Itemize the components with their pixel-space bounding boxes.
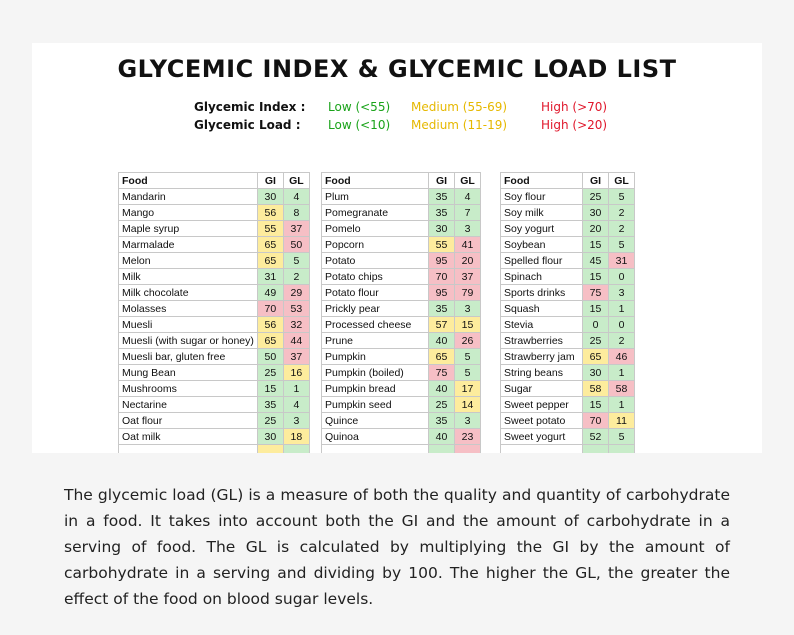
gi-cell: 55 [257, 221, 283, 237]
food-cell: Prickly pear [322, 301, 429, 317]
gl-cell [283, 445, 309, 454]
gi-cell: 35 [429, 205, 455, 221]
food-cell: Sweet pepper [501, 397, 583, 413]
table-row [119, 429, 310, 445]
legend-gi-low: Low (<55) [328, 100, 391, 114]
header-gi: GI [429, 173, 455, 189]
table-row [322, 189, 481, 205]
gi-cell: 35 [257, 397, 283, 413]
table-row [501, 413, 635, 429]
table-row [322, 253, 481, 269]
table-row [119, 413, 310, 429]
food-cell: Spelled flour [501, 253, 583, 269]
gl-cell: 15 [455, 317, 481, 333]
gi-cell: 30 [257, 189, 283, 205]
gl-cell: 26 [455, 333, 481, 349]
food-cell: Soybean [501, 237, 583, 253]
gi-cell: 75 [429, 365, 455, 381]
gi-cell: 40 [429, 429, 455, 445]
food-cell: Potato flour [322, 285, 429, 301]
table-row [119, 397, 310, 413]
food-cell: Melon [119, 253, 258, 269]
food-cell: Pumpkin seed [322, 397, 429, 413]
gl-cell: 1 [283, 381, 309, 397]
food-cell: Muesli (with sugar or honey) [119, 333, 258, 349]
table-row [119, 333, 310, 349]
table-row [119, 253, 310, 269]
gi-cell: 75 [583, 285, 609, 301]
table-row [119, 237, 310, 253]
gi-cell: 50 [257, 349, 283, 365]
gi-cell: 25 [257, 413, 283, 429]
gl-cell: 50 [283, 237, 309, 253]
legend-gl-high: High (>20) [541, 118, 608, 132]
gl-cell: 23 [455, 429, 481, 445]
gi-cell: 30 [429, 221, 455, 237]
gi-cell: 25 [257, 365, 283, 381]
gi-cell: 95 [429, 285, 455, 301]
gl-cell: 4 [455, 189, 481, 205]
gi-gl-chart-card [32, 43, 762, 453]
gl-cell: 1 [609, 397, 635, 413]
food-cell: Pomegranate [322, 205, 429, 221]
gi-cell: 65 [257, 237, 283, 253]
table-row [501, 317, 635, 333]
table-row [501, 189, 635, 205]
food-table-3 [500, 172, 635, 453]
food-cell [119, 445, 258, 454]
gi-cell [429, 445, 455, 454]
table-row [501, 445, 635, 454]
legend-gi-high: High (>70) [541, 100, 608, 114]
food-cell: Popcorn [322, 237, 429, 253]
gi-cell: 40 [429, 333, 455, 349]
gl-cell: 3 [455, 413, 481, 429]
gl-cell [609, 445, 635, 454]
gi-cell: 56 [257, 205, 283, 221]
table-row [322, 429, 481, 445]
gi-cell: 57 [429, 317, 455, 333]
gi-cell: 35 [429, 189, 455, 205]
header-gl: GL [609, 173, 635, 189]
gi-cell: 65 [429, 349, 455, 365]
food-cell: Molasses [119, 301, 258, 317]
food-cell: Pumpkin [322, 349, 429, 365]
gi-cell [257, 445, 283, 454]
gl-cell: 5 [455, 365, 481, 381]
food-cell: Prune [322, 333, 429, 349]
table-row [501, 221, 635, 237]
gi-cell: 35 [429, 301, 455, 317]
gl-cell: 2 [609, 333, 635, 349]
gi-cell: 70 [583, 413, 609, 429]
gi-cell: 30 [583, 205, 609, 221]
gl-cell: 0 [609, 317, 635, 333]
gl-cell: 1 [609, 365, 635, 381]
gi-cell: 52 [583, 429, 609, 445]
food-cell: Squash [501, 301, 583, 317]
table-header-row [501, 173, 635, 189]
table-row [119, 221, 310, 237]
gl-cell: 18 [283, 429, 309, 445]
legend-gl-label: Glycemic Load : [194, 118, 301, 132]
gl-cell: 79 [455, 285, 481, 301]
gl-cell: 5 [609, 429, 635, 445]
gi-cell: 35 [429, 413, 455, 429]
legend-gi-medium: Medium (55-69) [411, 100, 508, 114]
gi-cell: 0 [583, 317, 609, 333]
food-cell: Oat milk [119, 429, 258, 445]
food-cell [501, 445, 583, 454]
food-cell: Potato [322, 253, 429, 269]
gi-cell: 15 [583, 269, 609, 285]
gl-cell: 41 [455, 237, 481, 253]
table-row [501, 333, 635, 349]
food-cell: Strawberries [501, 333, 583, 349]
gi-cell: 70 [429, 269, 455, 285]
table-row [322, 413, 481, 429]
food-cell: Processed cheese [322, 317, 429, 333]
legend-gl-low: Low (<10) [328, 118, 391, 132]
gi-cell: 58 [583, 381, 609, 397]
table-row [501, 301, 635, 317]
table-row [322, 381, 481, 397]
food-cell: Muesli [119, 317, 258, 333]
food-cell: Soy yogurt [501, 221, 583, 237]
food-cell [322, 445, 429, 454]
gl-cell: 8 [283, 205, 309, 221]
gl-cell: 32 [283, 317, 309, 333]
gi-cell: 25 [583, 333, 609, 349]
table-row [501, 365, 635, 381]
food-cell: Strawberry jam [501, 349, 583, 365]
gl-cell: 20 [455, 253, 481, 269]
gl-cell: 31 [609, 253, 635, 269]
gi-cell: 31 [257, 269, 283, 285]
gi-cell: 30 [583, 365, 609, 381]
food-cell: Pumpkin bread [322, 381, 429, 397]
gi-cell: 70 [257, 301, 283, 317]
gl-cell: 14 [455, 397, 481, 413]
food-cell: Oat flour [119, 413, 258, 429]
header-gi: GI [583, 173, 609, 189]
food-cell: Pomelo [322, 221, 429, 237]
table-row [119, 189, 310, 205]
gl-cell: 4 [283, 397, 309, 413]
gl-cell: 2 [283, 269, 309, 285]
gi-cell: 15 [583, 397, 609, 413]
table-row [501, 269, 635, 285]
gl-cell: 5 [283, 253, 309, 269]
food-cell: Mandarin [119, 189, 258, 205]
table-row [119, 445, 310, 454]
gl-cell: 37 [283, 349, 309, 365]
food-cell: Quinoa [322, 429, 429, 445]
table-row [322, 221, 481, 237]
header-food: Food [119, 173, 258, 189]
food-cell: Maple syrup [119, 221, 258, 237]
header-gl: GL [283, 173, 309, 189]
page-title: GLYCEMIC INDEX & GLYCEMIC LOAD LIST [117, 55, 677, 83]
gl-cell: 7 [455, 205, 481, 221]
gi-cell: 15 [257, 381, 283, 397]
table-row [322, 333, 481, 349]
table-row [119, 269, 310, 285]
gi-cell: 20 [583, 221, 609, 237]
legend-gi-row [32, 99, 762, 115]
food-table-2 [321, 172, 481, 453]
gi-cell [583, 445, 609, 454]
gi-cell: 15 [583, 237, 609, 253]
gi-cell: 25 [429, 397, 455, 413]
table-row [322, 269, 481, 285]
table-row [501, 253, 635, 269]
table-row [119, 301, 310, 317]
header-gi: GI [257, 173, 283, 189]
food-cell: Spinach [501, 269, 583, 285]
food-cell: Soy milk [501, 205, 583, 221]
table-row [322, 285, 481, 301]
table-row [322, 445, 481, 454]
food-cell: Nectarine [119, 397, 258, 413]
table-header-row [119, 173, 310, 189]
gl-cell: 16 [283, 365, 309, 381]
food-cell: Milk [119, 269, 258, 285]
food-table-1 [118, 172, 310, 453]
food-cell: Mango [119, 205, 258, 221]
food-cell: Mung Bean [119, 365, 258, 381]
gl-cell: 46 [609, 349, 635, 365]
table-row [322, 349, 481, 365]
table-row [119, 381, 310, 397]
header-food: Food [322, 173, 429, 189]
gl-cell: 3 [455, 221, 481, 237]
gl-cell: 44 [283, 333, 309, 349]
gl-cell: 2 [609, 205, 635, 221]
gi-cell: 25 [583, 189, 609, 205]
food-cell: Marmalade [119, 237, 258, 253]
gi-cell: 15 [583, 301, 609, 317]
food-cell: Sweet yogurt [501, 429, 583, 445]
gl-cell: 4 [283, 189, 309, 205]
gi-cell: 40 [429, 381, 455, 397]
gi-cell: 65 [257, 253, 283, 269]
header-gl: GL [455, 173, 481, 189]
gi-cell: 55 [429, 237, 455, 253]
table-header-row [322, 173, 481, 189]
table-row [322, 237, 481, 253]
gl-cell: 1 [609, 301, 635, 317]
table-row [501, 285, 635, 301]
gl-cell: 3 [283, 413, 309, 429]
gl-cell: 37 [455, 269, 481, 285]
table-row [119, 285, 310, 301]
table-row [501, 381, 635, 397]
gl-cell: 37 [283, 221, 309, 237]
gl-cell: 0 [609, 269, 635, 285]
food-cell: Sweet potato [501, 413, 583, 429]
header-food: Food [501, 173, 583, 189]
gi-cell: 65 [257, 333, 283, 349]
legend-gi-label: Glycemic Index : [194, 100, 306, 114]
food-cell: Pumpkin (boiled) [322, 365, 429, 381]
table-row [322, 397, 481, 413]
food-cell: String beans [501, 365, 583, 381]
gl-cell: 29 [283, 285, 309, 301]
table-row [501, 205, 635, 221]
gi-cell: 30 [257, 429, 283, 445]
food-cell: Sports drinks [501, 285, 583, 301]
table-row [119, 317, 310, 333]
table-row [501, 237, 635, 253]
gl-cell: 3 [455, 301, 481, 317]
table-row [322, 205, 481, 221]
gi-cell: 56 [257, 317, 283, 333]
food-cell: Potato chips [322, 269, 429, 285]
table-row [501, 429, 635, 445]
food-cell: Milk chocolate [119, 285, 258, 301]
gl-cell [455, 445, 481, 454]
table-row [119, 349, 310, 365]
legend-gl-row [32, 117, 762, 133]
food-cell: Plum [322, 189, 429, 205]
gl-cell: 3 [609, 285, 635, 301]
table-row [501, 349, 635, 365]
table-row [119, 205, 310, 221]
food-cell: Muesli bar, gluten free [119, 349, 258, 365]
food-cell: Sugar [501, 381, 583, 397]
gl-cell: 17 [455, 381, 481, 397]
gl-cell: 2 [609, 221, 635, 237]
food-cell: Quince [322, 413, 429, 429]
gl-cell: 5 [609, 237, 635, 253]
table-row [322, 317, 481, 333]
gl-cell: 58 [609, 381, 635, 397]
description-paragraph: The glycemic load (GL) is a measure of both the quality and quantity of carbohydrate in a food. It takes into account both the GI and the amount of carbohydrate in a serving of food. The GL is calculated by multiplying the GI by the amount of carbohydrate in a serving and dividing by 100. The higher the GL, the greater the effect of the food on blood sugar levels. [64, 486, 730, 608]
gi-cell: 95 [429, 253, 455, 269]
table-row [322, 301, 481, 317]
table-row [119, 365, 310, 381]
gl-cell: 5 [609, 189, 635, 205]
gi-cell: 45 [583, 253, 609, 269]
table-row [501, 397, 635, 413]
gi-cell: 49 [257, 285, 283, 301]
gl-cell: 5 [455, 349, 481, 365]
food-cell: Stevia [501, 317, 583, 333]
gl-cell: 53 [283, 301, 309, 317]
table-row [322, 365, 481, 381]
gl-cell: 11 [609, 413, 635, 429]
food-cell: Mushrooms [119, 381, 258, 397]
legend-gl-medium: Medium (11-19) [411, 118, 508, 132]
gi-cell: 65 [583, 349, 609, 365]
food-cell: Soy flour [501, 189, 583, 205]
